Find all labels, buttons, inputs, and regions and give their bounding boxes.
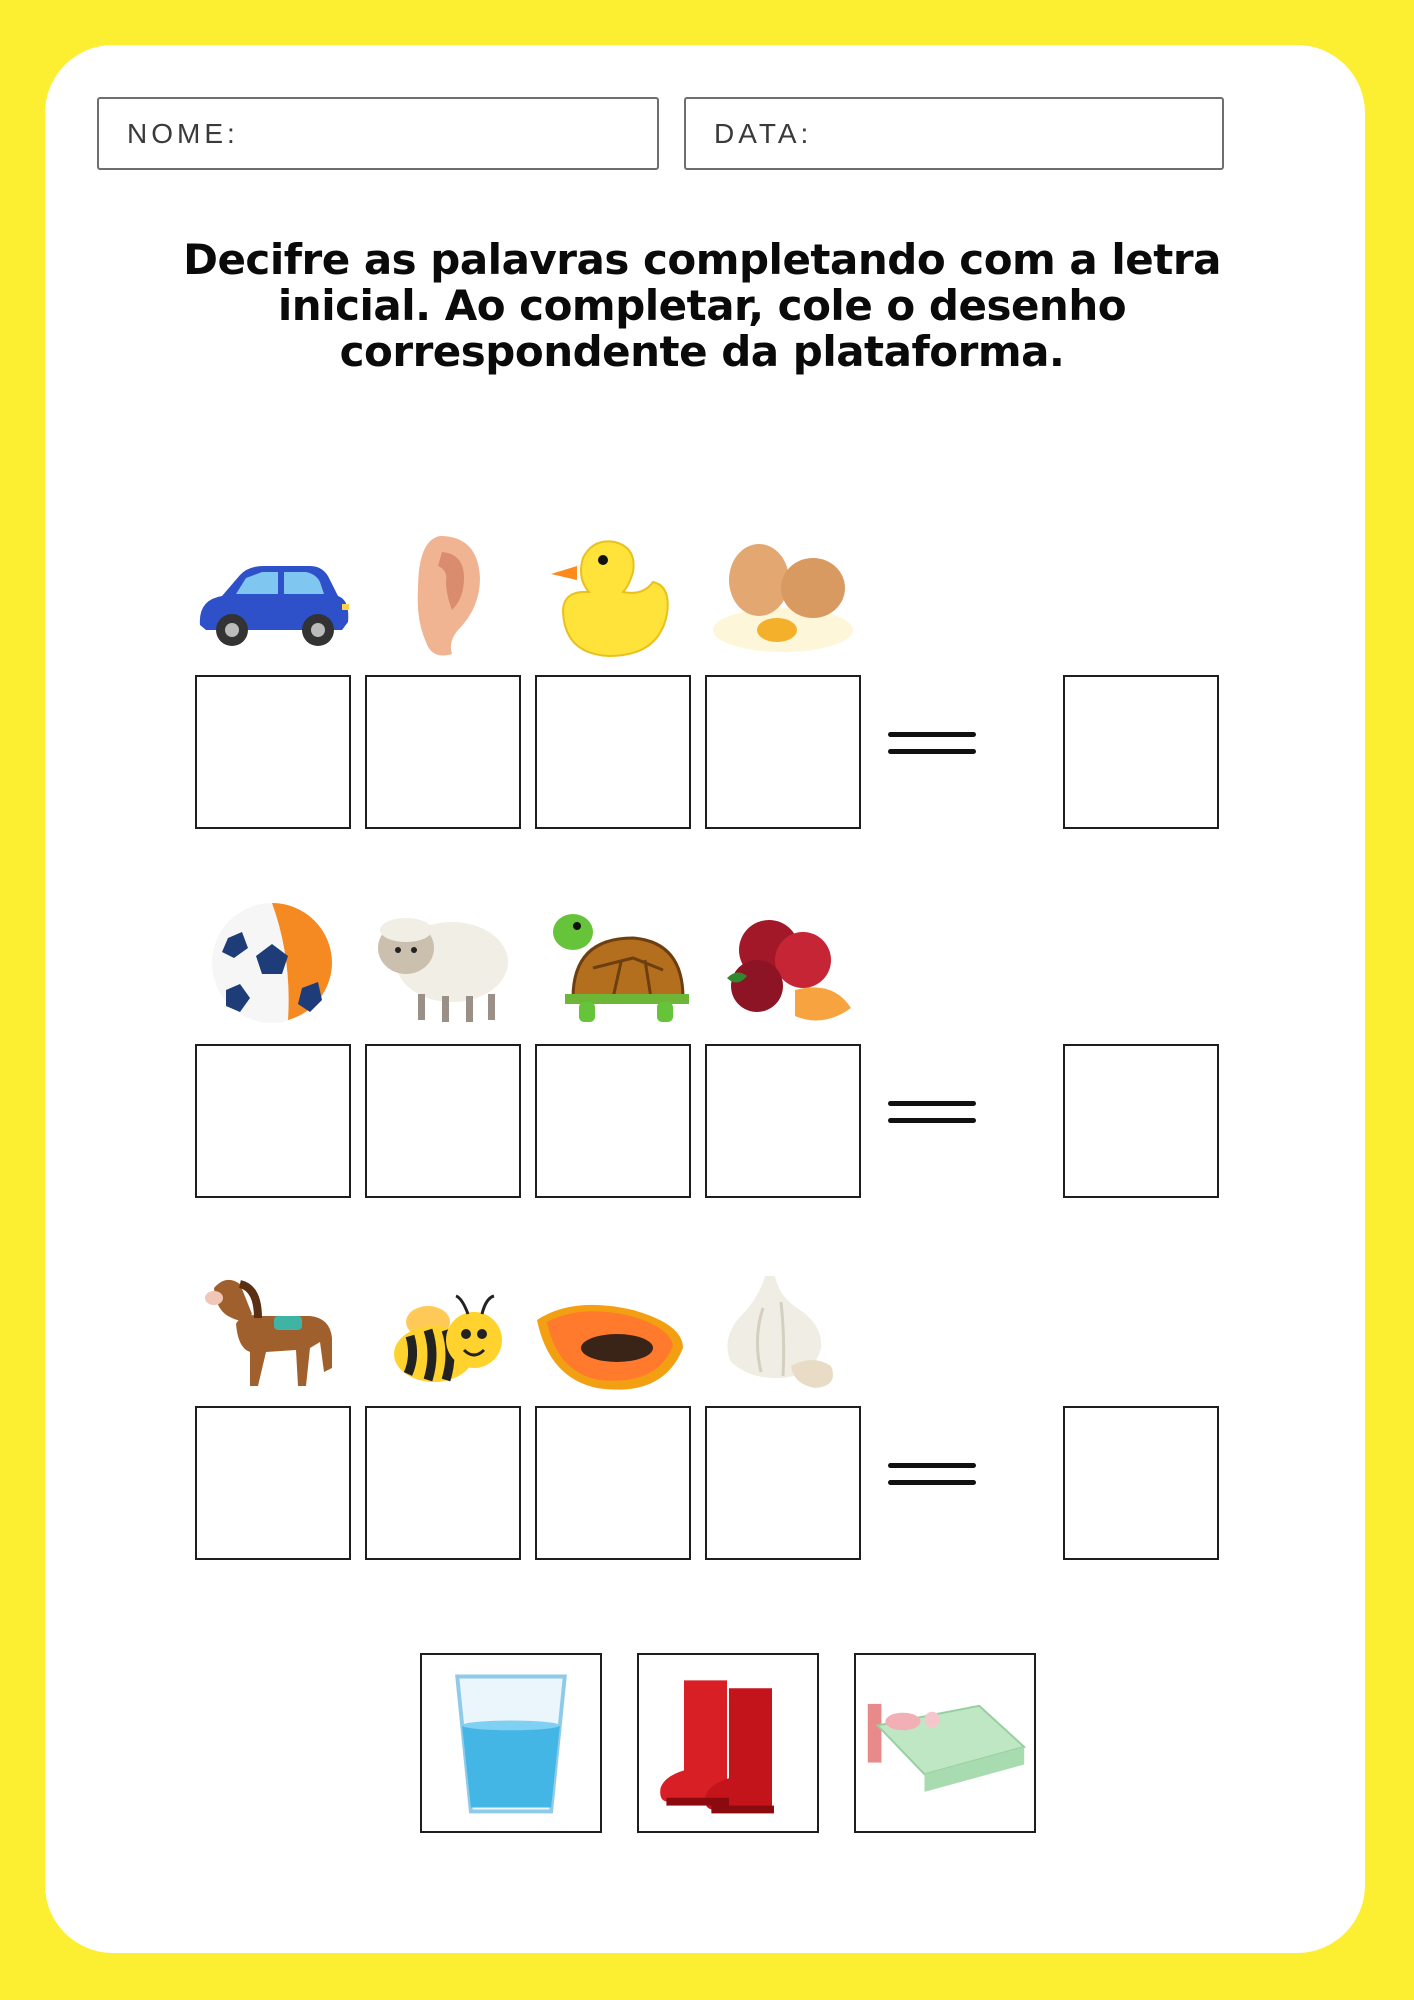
- equals-sign: [888, 732, 976, 754]
- duck-icon: [533, 530, 693, 660]
- eggs-icon: [703, 530, 863, 660]
- horse-icon: [192, 1268, 352, 1398]
- letter-box[interactable]: [705, 675, 861, 829]
- sheep-icon: [362, 898, 522, 1028]
- turtle-icon: [533, 898, 693, 1028]
- letter-box[interactable]: [365, 1044, 521, 1198]
- equals-sign: [888, 1101, 976, 1123]
- answer-box[interactable]: [1063, 675, 1219, 829]
- bed-icon[interactable]: [854, 1653, 1036, 1833]
- letter-box[interactable]: [195, 675, 351, 829]
- letter-box[interactable]: [535, 675, 691, 829]
- name-label: NOME:: [127, 117, 239, 149]
- letter-box[interactable]: [195, 1044, 351, 1198]
- date-field[interactable]: [684, 97, 1224, 170]
- letter-box[interactable]: [365, 675, 521, 829]
- letter-box[interactable]: [365, 1406, 521, 1560]
- date-label: DATA:: [714, 117, 813, 149]
- red-boots-icon[interactable]: [637, 1653, 819, 1833]
- papaya-icon: [533, 1268, 693, 1398]
- answer-box[interactable]: [1063, 1044, 1219, 1198]
- glass-of-water-icon[interactable]: [420, 1653, 602, 1833]
- letter-box[interactable]: [535, 1044, 691, 1198]
- garlic-icon: [703, 1268, 863, 1398]
- letter-box[interactable]: [535, 1406, 691, 1560]
- answer-box[interactable]: [1063, 1406, 1219, 1560]
- equals-sign: [888, 1463, 976, 1485]
- bee-icon: [362, 1268, 522, 1398]
- instructions-heading: Decifre as palavras completando com a letra inicial. Ao completar, cole o desenho correspondente da plataforma.: [183, 235, 1221, 376]
- car-icon: [192, 530, 352, 660]
- soccer-ball-icon: [192, 898, 352, 1028]
- name-field[interactable]: [97, 97, 659, 170]
- letter-box[interactable]: [705, 1044, 861, 1198]
- letter-box[interactable]: [195, 1406, 351, 1560]
- plums-icon: [703, 898, 863, 1028]
- ear-icon: [362, 530, 522, 660]
- letter-box[interactable]: [705, 1406, 861, 1560]
